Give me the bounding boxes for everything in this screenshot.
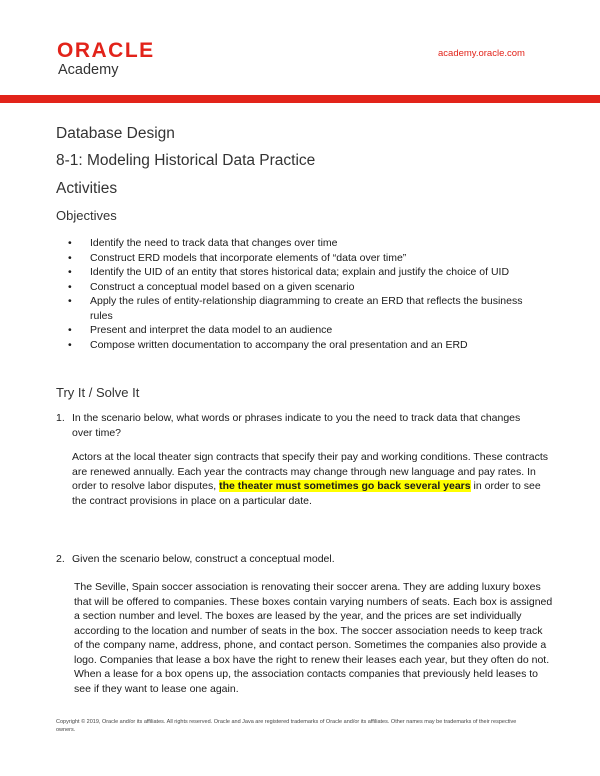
scenario-1: [72, 450, 552, 508]
objectives-heading: Objectives: [56, 208, 117, 223]
question-text: In the scenario below, what words or phrases indicate to you the need to track data that changes over time?: [72, 412, 521, 439]
copyright-footer: Copyright © 2019, Oracle and/or its affiliates. All rights reserved. Oracle and Java are registered trademarks of Oracle and/or its affiliates. Other names may be trademarks of their respective owners.: [56, 719, 517, 733]
objective-item: • Identify the UID of an entity that stores historical data; explain and justify the choice of UID: [68, 265, 538, 280]
course-title: Database Design: [56, 125, 175, 142]
oracle-logo: ORACLE: [57, 39, 155, 62]
objective-item: • Construct ERD models that incorporate elements of “data over time”: [68, 251, 538, 266]
objective-item: • Construct a conceptual model based on a given scenario: [68, 280, 538, 295]
academy-logo-text: Academy: [58, 62, 119, 78]
question-text: Given the scenario below, construct a conceptual model.: [72, 553, 335, 565]
objective-item: • Identify the need to track data that changes over time: [68, 236, 538, 251]
highlighted-phrase: the theater must sometimes go back several years: [219, 480, 471, 492]
section-title: Activities: [56, 180, 118, 197]
scenario-text: in order to see the contract provisions in place on a particular date.: [72, 480, 541, 507]
scenario-text: Actors at the local theater sign contracts that specify their pay and working conditions. These contracts are renewed annually. Each year the contracts may change through new language and pay rates. In order to resolve labor disputes,: [72, 451, 549, 492]
question-1: [56, 411, 536, 440]
scenario-2: The Seville, Spain soccer association is renovating their soccer arena. They are adding luxury boxes that will be offered to companies. These boxes contain varying numbers of seats. Each box is assigned a section number and level. The boxes are leased by the year, and the prices are set individually according to the location and number of seats in the box. The soccer association needs to keep track of the company name, address, phone, and contact person. Sometimes the companies also provide a logo. Companies that lease a box have the right to renew their leases each year, but they often do not. When a lease for a box opens up, the association contacts companies that previously held leases to see if they want to lease one again.: [74, 581, 553, 695]
question-number: 1.: [56, 412, 65, 424]
question-2: [56, 552, 536, 567]
site-url-link[interactable]: academy.oracle.com: [438, 48, 525, 59]
objective-item: • Apply the rules of entity-relationship diagramming to create an ERD that reflects the business rules: [68, 294, 538, 323]
objective-item: • Present and interpret the data model to an audience: [68, 323, 538, 338]
objective-item: • Compose written documentation to accompany the oral presentation and an ERD: [68, 338, 538, 353]
try-it-heading: Try It / Solve It: [56, 385, 140, 400]
lesson-title: 8-1: Modeling Historical Data Practice: [56, 152, 316, 169]
objectives-list: [68, 236, 538, 352]
question-number: 2.: [56, 553, 65, 565]
header-divider: [0, 95, 600, 103]
